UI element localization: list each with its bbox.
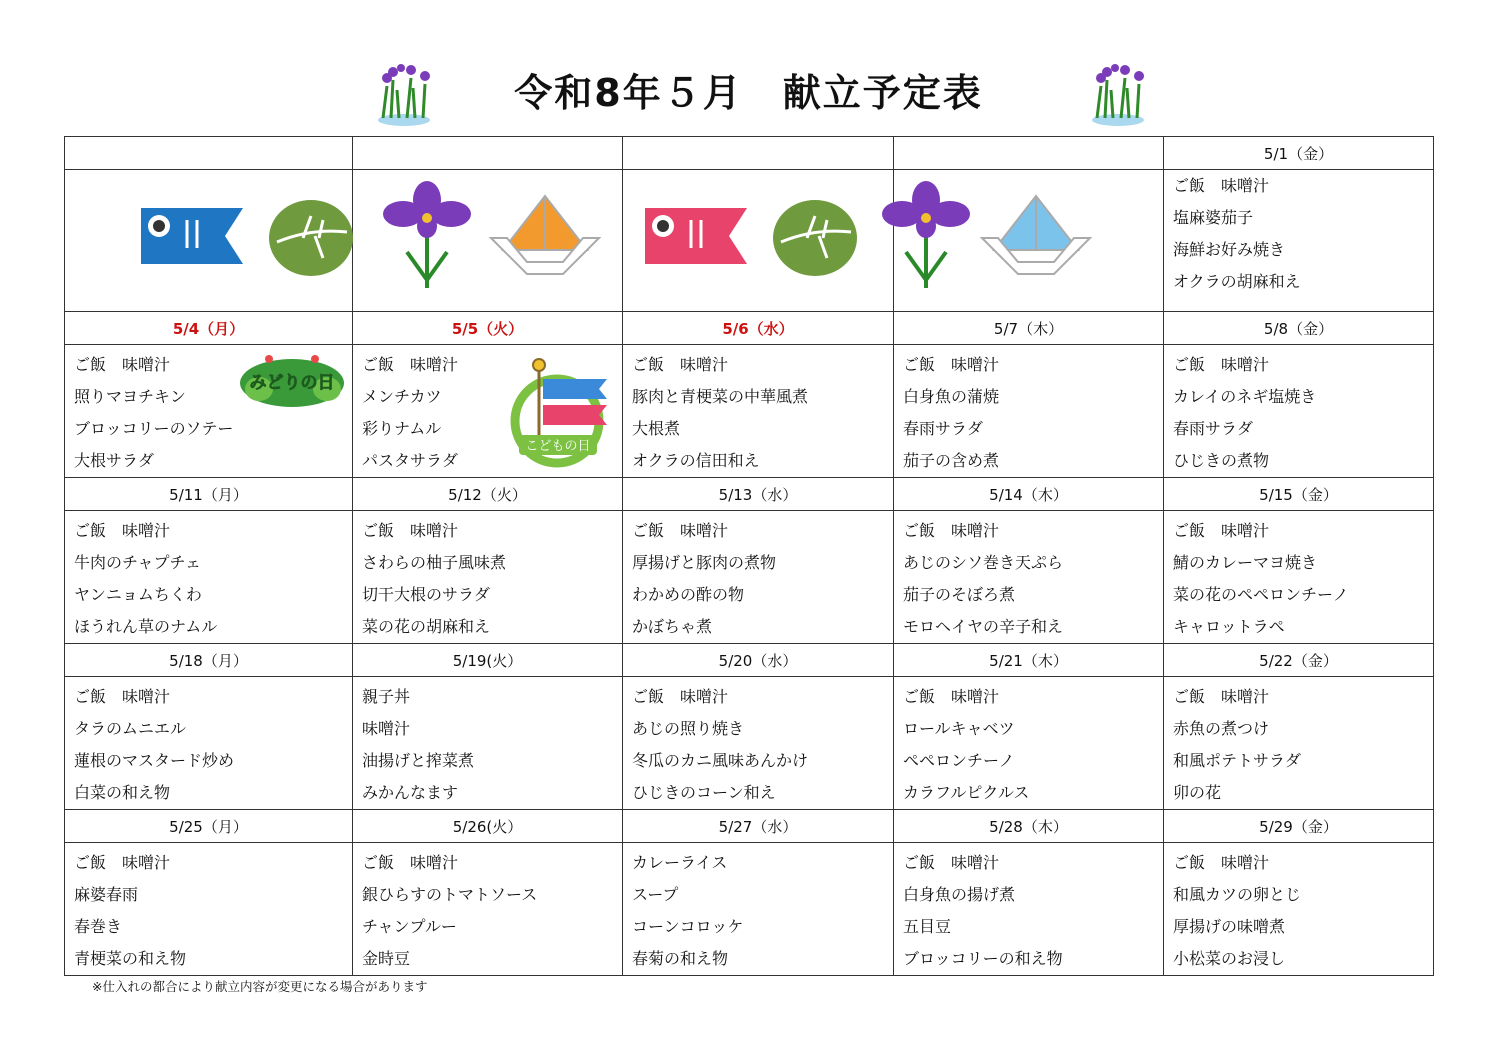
date-header [65, 137, 353, 170]
dish: 白身魚の揚げ煮 [903, 885, 1016, 904]
dish: 春雨サラダ [1173, 419, 1253, 438]
dish: 牛肉のチャプチェ [74, 553, 202, 572]
dish: ご飯 味噌汁 [74, 853, 171, 872]
dish: 豚肉と青梗菜の中華風煮 [632, 387, 809, 406]
dish: ひじきの煮物 [1173, 451, 1270, 470]
menu-cell [1164, 170, 1434, 312]
dish: 白菜の和え物 [74, 783, 171, 802]
dish: 小松菜のお浸し [1173, 949, 1286, 968]
koinobori-blue-icon [139, 204, 247, 268]
menu-cell [623, 677, 894, 810]
menu-cell [894, 677, 1164, 810]
footnote: ※仕入れの都合により献立内容が変更になる場合があります [92, 979, 428, 994]
dish: 麻婆春雨 [74, 885, 139, 904]
menu-cell [65, 843, 353, 976]
dish: 塩麻婆茄子 [1173, 208, 1254, 227]
dish: ご飯 味噌汁 [632, 355, 729, 374]
dish: 金時豆 [362, 949, 411, 968]
dish: ほうれん草のナムル [74, 617, 218, 636]
dish: ブロッコリーのソテー [74, 419, 234, 438]
date-header [894, 137, 1164, 170]
decoration-cell [353, 170, 623, 312]
date-header: 5/29（金） [1164, 810, 1434, 843]
dish: 蓮根のマスタード炒め [74, 751, 235, 770]
dish: 白身魚の蒲焼 [903, 387, 1000, 406]
date-header: 5/13（水） [623, 478, 894, 511]
date-header: 5/14（木） [894, 478, 1164, 511]
decoration-cell [894, 170, 1164, 312]
date-header [353, 137, 623, 170]
kashiwa-mochi-icon [771, 198, 859, 278]
dish: ひじきのコーン和え [632, 783, 776, 802]
dish: 厚揚げと豚肉の煮物 [632, 553, 777, 572]
dish: 卯の花 [1173, 783, 1222, 802]
menu-cell [353, 511, 623, 644]
date-header: 5/28（木） [894, 810, 1164, 843]
dish: ペペロンチーノ [903, 751, 1015, 770]
date-header: 5/1（金） [1164, 137, 1434, 170]
dish: 冬瓜のカニ風味あんかけ [632, 751, 809, 770]
dish: チャンプルー [362, 917, 457, 936]
dish: 菜の花のペペロンチーノ [1173, 585, 1349, 604]
dish: 五目豆 [903, 917, 952, 936]
date-header: 5/18（月） [65, 644, 353, 677]
dish: カレーライス [632, 853, 728, 872]
dish: カラフルピクルス [903, 783, 1030, 802]
kabuto-orange-icon [487, 192, 603, 278]
menu-cell [1164, 511, 1434, 644]
dish: ご飯 味噌汁 [74, 687, 171, 706]
dish: みかんなます [362, 783, 459, 802]
dish: ご飯 味噌汁 [1173, 521, 1270, 540]
dish: 和風ポテトサラダ [1173, 751, 1301, 770]
menu-cell [894, 345, 1164, 478]
dish: ご飯 味噌汁 [1173, 687, 1270, 706]
midori-no-hi-badge [239, 351, 345, 409]
date-header: 5/7（木） [894, 312, 1164, 345]
date-header: 5/11（月） [65, 478, 353, 511]
dish: わかめの酢の物 [632, 585, 745, 604]
dish: タラのムニエル [74, 719, 187, 738]
dish: 海鮮お好み焼き [1173, 240, 1286, 259]
menu-cell [1164, 345, 1434, 478]
date-header: 5/12（火） [353, 478, 623, 511]
dish: ご飯 味噌汁 [74, 355, 171, 374]
koinobori-red-icon [643, 204, 751, 268]
dish: ご飯 味噌汁 [632, 521, 729, 540]
dish: パスタサラダ [362, 451, 458, 470]
dish: ご飯 味噌汁 [1173, 355, 1270, 374]
date-header: 5/6（水） [623, 312, 894, 345]
date-header: 5/26(火） [353, 810, 623, 843]
dish: モロヘイヤの辛子和え [903, 617, 1064, 636]
dish: 味噌汁 [362, 719, 411, 738]
dish: ブロッコリーの和え物 [903, 949, 1063, 968]
iris-flower-icon [373, 56, 435, 128]
dish: ご飯 味噌汁 [903, 521, 1000, 540]
dish: 赤魚の煮つけ [1173, 719, 1270, 738]
dish: オクラの信田和え [632, 451, 760, 470]
menu-cell [65, 677, 353, 810]
dish: 春雨サラダ [903, 419, 983, 438]
menu-cell [65, 345, 353, 478]
dish: 照りマヨチキン [74, 387, 186, 406]
iris-flower-icon [1087, 56, 1149, 128]
dish: キャロットラペ [1173, 617, 1285, 636]
dish: コーンコロッケ [632, 917, 744, 936]
iris-icon [880, 180, 972, 290]
dish: 銀ひらすのトマトソース [362, 885, 538, 904]
menu-cell [623, 843, 894, 976]
dish: 彩りナムル [362, 419, 442, 438]
dish: 鯖のカレーマヨ焼き [1173, 553, 1318, 572]
date-header: 5/15（金） [1164, 478, 1434, 511]
date-header: 5/27（水） [623, 810, 894, 843]
dish: ヤンニョムちくわ [74, 585, 202, 604]
date-header: 5/5（火） [353, 312, 623, 345]
dish: ご飯 味噌汁 [1173, 176, 1270, 195]
dish: 厚揚げの味噌煮 [1173, 917, 1286, 936]
dish: 和風カツの卵とじ [1173, 885, 1302, 904]
midori-badge-text: みどりの日 [249, 373, 335, 393]
menu-cell [353, 843, 623, 976]
dish: 親子丼 [362, 687, 411, 706]
menu-cell [353, 345, 623, 478]
date-header: 5/22（金） [1164, 644, 1434, 677]
dish: ご飯 味噌汁 [1173, 853, 1270, 872]
dish: 春菊の和え物 [632, 949, 729, 968]
dish: ご飯 味噌汁 [903, 853, 1000, 872]
dish: 茄子のそぼろ煮 [903, 585, 1016, 604]
iris-icon [381, 180, 473, 290]
dish: ご飯 味噌汁 [632, 687, 729, 706]
dish: 大根サラダ [74, 451, 154, 470]
dish: 切干大根のサラダ [362, 585, 490, 604]
menu-cell [65, 511, 353, 644]
dish: カレイのネギ塩焼き [1173, 387, 1317, 406]
menu-cell [894, 843, 1164, 976]
dish: ご飯 味噌汁 [74, 521, 171, 540]
dish: メンチカツ [362, 387, 442, 406]
dish: オクラの胡麻和え [1173, 272, 1301, 291]
dish: ご飯 味噌汁 [903, 687, 1000, 706]
kodomo-no-hi-badge [509, 355, 613, 469]
menu-cell [353, 677, 623, 810]
decoration-cell [623, 170, 894, 312]
dish: 青梗菜の和え物 [74, 949, 187, 968]
date-header [623, 137, 894, 170]
dish: ご飯 味噌汁 [362, 853, 459, 872]
date-header: 5/8（金） [1164, 312, 1434, 345]
dish: ご飯 味噌汁 [903, 355, 1000, 374]
page-title: 令和8年５月 献立予定表 [514, 71, 983, 115]
dish: 菜の花の胡麻和え [362, 617, 491, 636]
menu-cell [1164, 677, 1434, 810]
dish: スープ [632, 885, 679, 904]
dish: ご飯 味噌汁 [362, 355, 459, 374]
kashiwa-mochi-icon [267, 198, 355, 278]
decoration-cell [65, 170, 353, 312]
dish: かぼちゃ煮 [632, 617, 713, 636]
dish: 茄子の含め煮 [903, 451, 1000, 470]
dish: さわらの柚子風味煮 [362, 553, 507, 572]
menu-cell [894, 511, 1164, 644]
menu-table [64, 136, 1433, 967]
date-header: 5/25（月） [65, 810, 353, 843]
dish: ロールキャベツ [903, 719, 1015, 738]
dish: あじの照り焼き [632, 719, 745, 738]
dish: 春巻き [74, 917, 123, 936]
dish: あじのシソ巻き天ぷら [903, 553, 1064, 572]
date-header: 5/4（月） [65, 312, 353, 345]
dish: ご飯 味噌汁 [362, 521, 459, 540]
menu-cell [1164, 843, 1434, 976]
date-header: 5/21（木） [894, 644, 1164, 677]
menu-cell [623, 345, 894, 478]
date-header: 5/19(火） [353, 644, 623, 677]
dish: 大根煮 [632, 419, 681, 438]
dish: 油揚げと搾菜煮 [362, 751, 475, 770]
menu-cell [623, 511, 894, 644]
date-header: 5/20（水） [623, 644, 894, 677]
kodomo-badge-text: こどもの日 [525, 439, 591, 454]
kabuto-blue-icon [978, 192, 1094, 278]
